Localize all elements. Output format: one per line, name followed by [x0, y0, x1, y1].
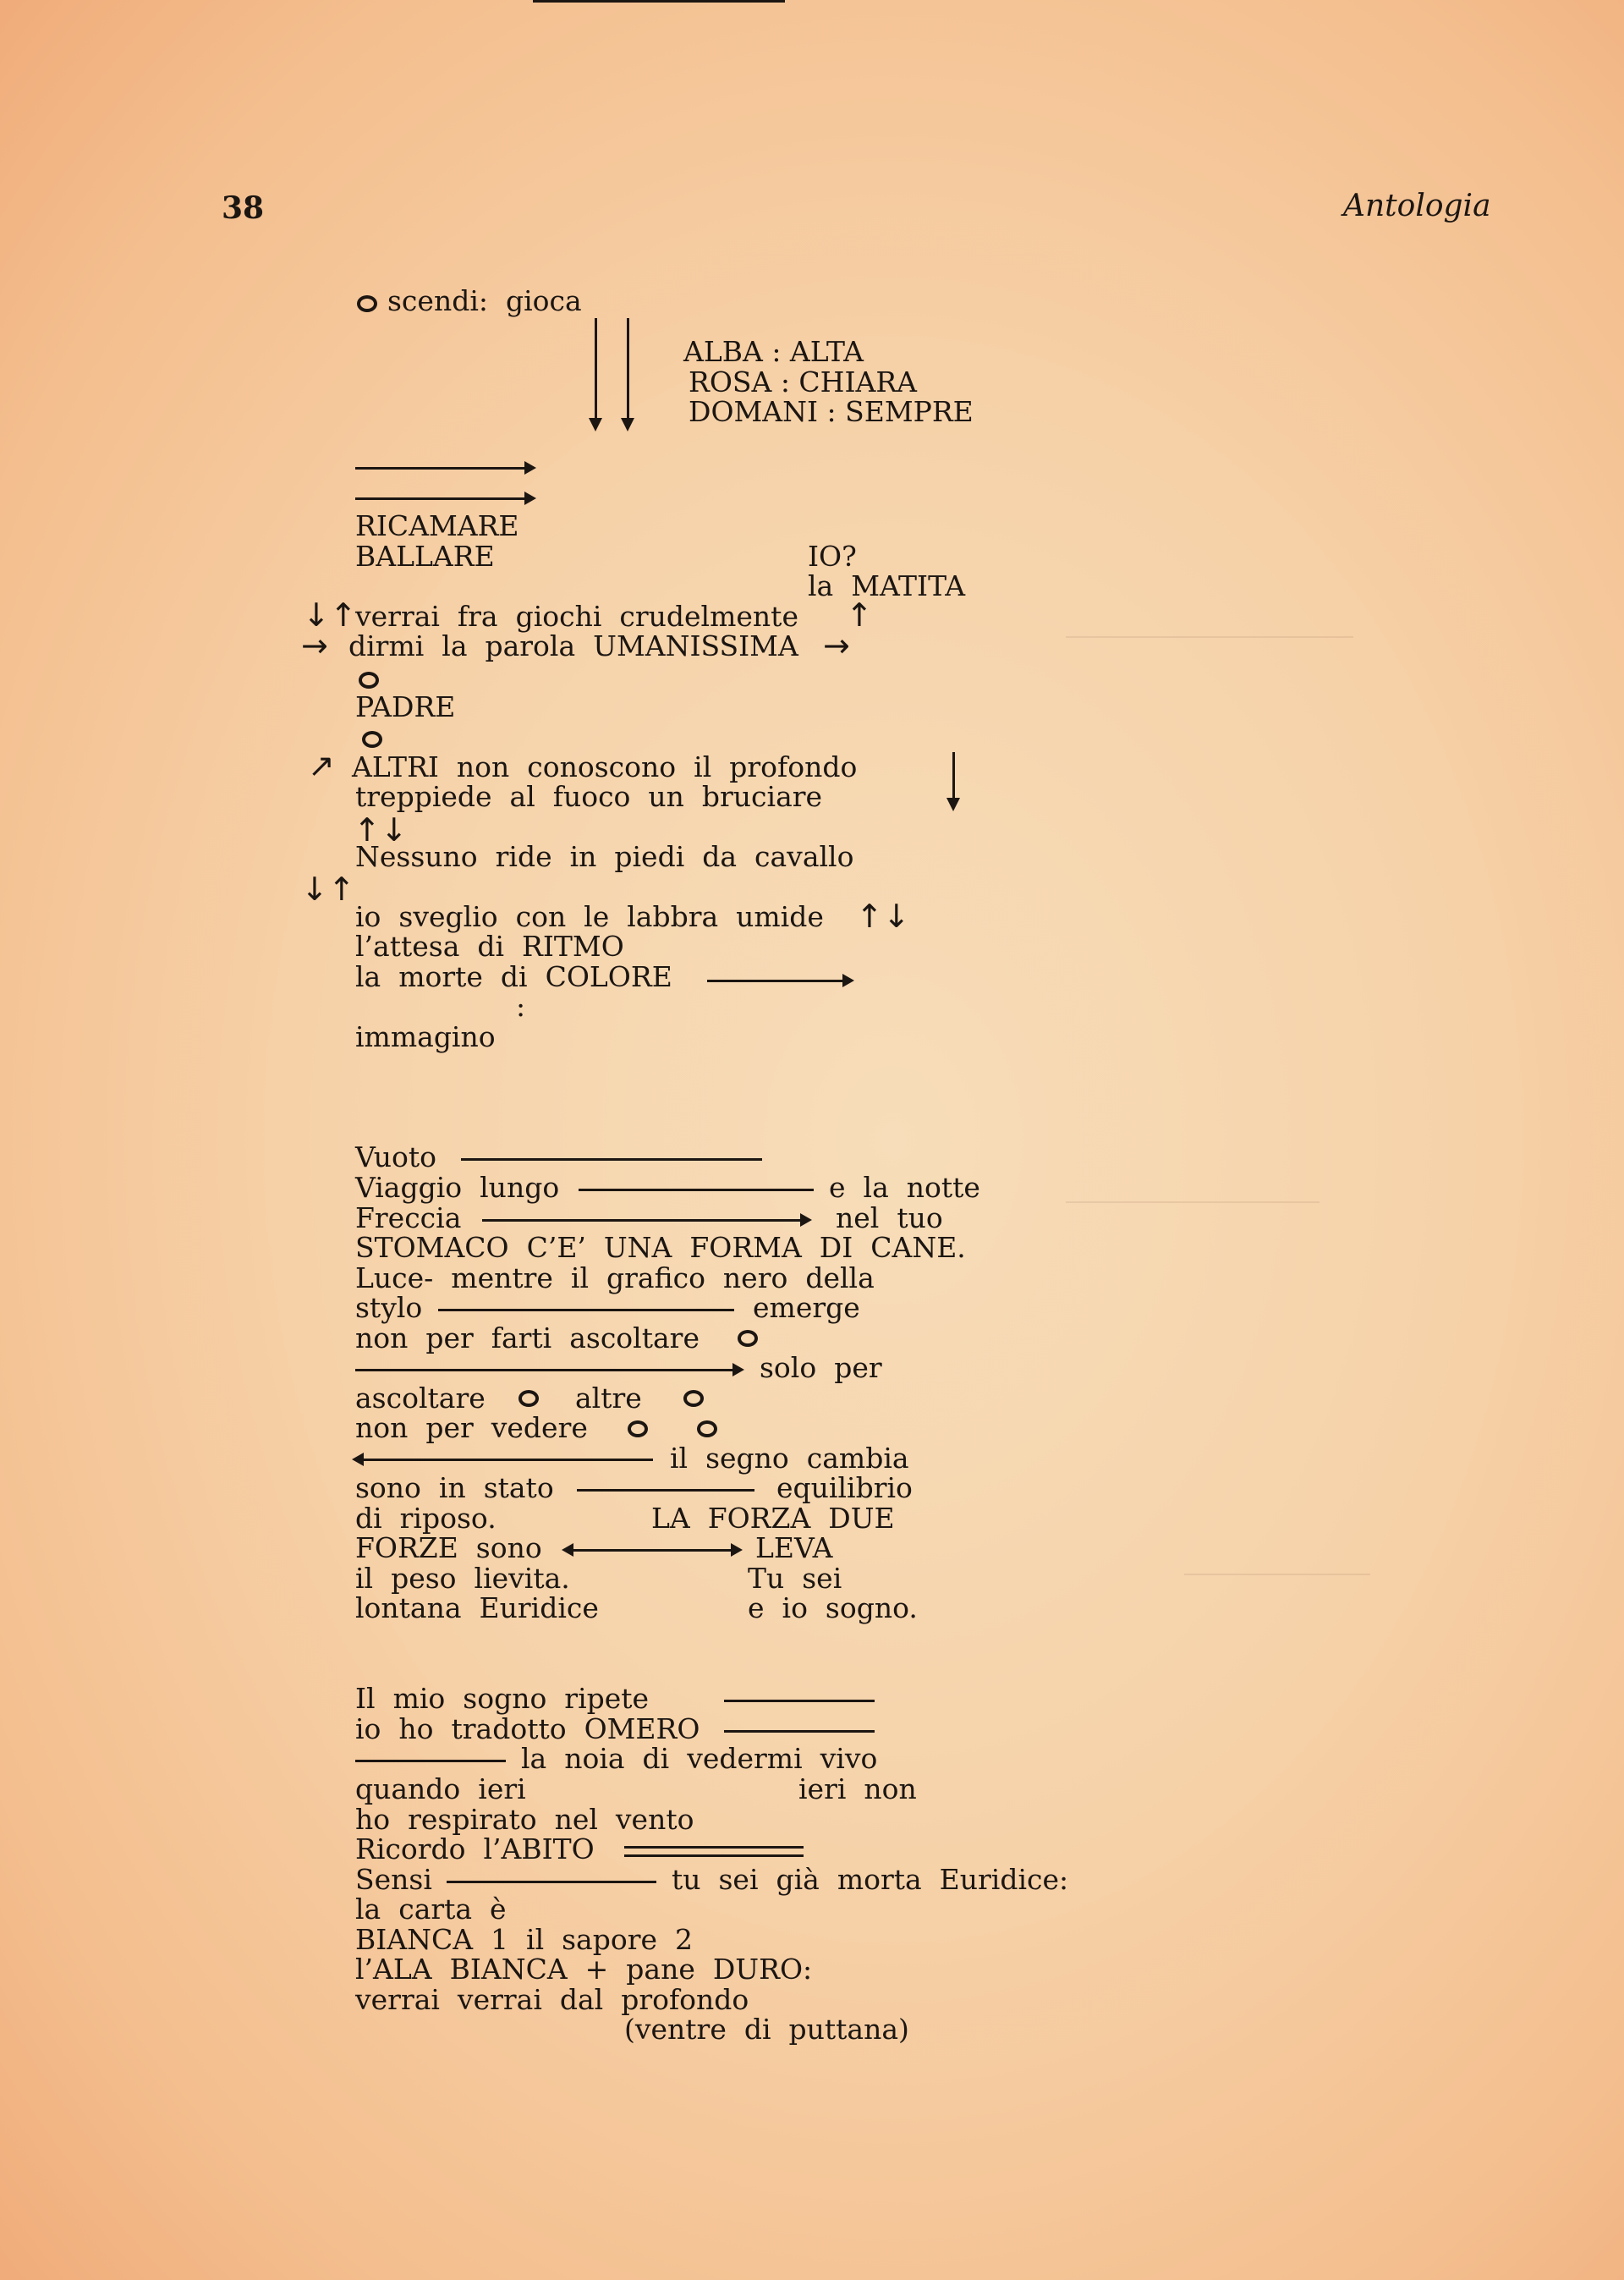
line-ventre: (ventre di puttana) [624, 2013, 909, 2046]
line-la-carta: la carta è [355, 1893, 507, 1926]
line-il-mio-sogno: Il mio sogno ripete [355, 1682, 650, 1715]
line-la-forza: LA FORZA DUE [651, 1502, 895, 1535]
circle-mark [359, 672, 379, 689]
line-ascoltare: ascoltare [355, 1382, 486, 1415]
line-leva: LEVA [755, 1531, 833, 1564]
line-e-la-notte: e la notte [829, 1171, 980, 1204]
circle-mark [683, 1390, 704, 1407]
circle-mark [628, 1420, 648, 1437]
line-verrai: verrai fra giochi crudelmente [355, 600, 798, 633]
circle-mark [738, 1330, 758, 1347]
line-padre: PADRE [355, 690, 456, 723]
line-verrai-verrai: verrai verrai dal profondo [355, 1983, 749, 2016]
rule-line [724, 1700, 875, 1702]
circle-mark [357, 295, 377, 312]
line-forze-sono: FORZE sono [355, 1531, 542, 1564]
rule-line [438, 1309, 734, 1311]
line-io-sveglio: io sveglio con le labbra umide [355, 900, 824, 933]
circle-mark [697, 1420, 717, 1437]
line-stylo: stylo [355, 1291, 423, 1324]
line-ieri-non: ieri non [798, 1772, 917, 1805]
up-arrow-icon: ↑ [846, 596, 873, 634]
line-viaggio: Viaggio lungo [355, 1171, 560, 1204]
double-rule-line [624, 1846, 804, 1849]
line-domani: DOMANI : SEMPRE [689, 395, 974, 428]
line-solo-per: solo per [760, 1351, 882, 1384]
double-rule-line [624, 1854, 804, 1857]
rule-line [577, 1489, 754, 1492]
line-non-per-vedere: non per vedere [355, 1411, 588, 1444]
line-ricamare: RICAMARE [355, 509, 519, 542]
line-matita: la MATITA [808, 569, 966, 602]
line-colon: : [516, 990, 526, 1023]
show-through-line [1066, 1201, 1320, 1203]
rule-line [533, 0, 785, 3]
line-attesa: l’attesa di RITMO [355, 930, 624, 963]
line-lontana: lontana Euridice [355, 1591, 599, 1624]
line-sensi: Sensi [355, 1863, 432, 1896]
line-emerge: emerge [753, 1291, 860, 1324]
downup-arrows-icon: ↑↓ [856, 898, 910, 935]
rule-line [461, 1158, 762, 1161]
down-arrow-mark [595, 318, 597, 428]
line-il-segno: il segno cambia [670, 1442, 909, 1475]
line-immagino: immagino [355, 1020, 496, 1053]
page-number: 38 [222, 190, 265, 226]
line-scendi: scendi: gioca [387, 284, 582, 317]
line-non-per-farti: non per farti ascoltare [355, 1321, 700, 1354]
line-di-riposo: di riposo. [355, 1502, 497, 1535]
line-dirmi: dirmi la parola UMANISSIMA [348, 629, 798, 662]
show-through-line [1184, 1574, 1370, 1575]
right-arrow-mark [707, 980, 851, 982]
line-ballare: BALLARE [355, 540, 495, 573]
right-arrow-mark [355, 497, 533, 500]
line-stomaco: STOMACO C’E’ UNA FORMA DI CANE. [355, 1231, 966, 1264]
line-tu-sei: Tu sei [748, 1562, 842, 1595]
line-la-noia: la noia di vedermi vivo [521, 1742, 878, 1775]
rule-line [724, 1730, 875, 1733]
line-tu-sei-gia: tu sei già morta Euridice: [672, 1863, 1069, 1896]
line-altri: ALTRI non conoscono il profondo [352, 750, 858, 783]
line-ala-bianca: l’ALA BIANCA + pane DURO: [355, 1953, 813, 1986]
circle-mark [362, 731, 382, 748]
show-through-line [1066, 636, 1353, 638]
right-arrow-mark [482, 1219, 809, 1222]
line-nessuno: Nessuno ride in piedi da cavallo [355, 840, 854, 873]
line-altre: altre [575, 1382, 642, 1415]
line-sono-in-stato: sono in stato [355, 1471, 554, 1504]
rule-line [355, 1760, 506, 1762]
downup-arrows-icon: ↑↓ [354, 811, 408, 849]
line-quando-ieri: quando ieri [355, 1772, 526, 1805]
line-nel-tuo: nel tuo [836, 1201, 943, 1234]
double-arrow-mark [565, 1549, 739, 1552]
left-arrow-mark [355, 1459, 653, 1461]
line-e-io-sogno: e io sogno. [748, 1591, 918, 1624]
diagonal-arrow-icon: ↗ [308, 747, 335, 784]
line-vuoto: Vuoto [355, 1140, 436, 1173]
circle-mark [518, 1390, 539, 1407]
line-ho-respirato: ho respirato nel vento [355, 1803, 694, 1836]
line-equilibrio: equilibrio [776, 1471, 913, 1504]
updown-arrows-icon: ↓↑ [303, 596, 357, 634]
right-arrow-icon: → [301, 627, 328, 664]
rule-line [579, 1189, 814, 1191]
line-ricordo: Ricordo l’ABITO [355, 1832, 595, 1865]
updown-arrows-icon: ↓↑ [301, 871, 355, 908]
line-rosa: ROSA : CHIARA [689, 365, 918, 398]
down-arrow-mark [952, 752, 955, 808]
line-bianca: BIANCA 1 il sapore 2 [355, 1923, 693, 1956]
line-freccia: Freccia [355, 1201, 462, 1234]
right-arrow-icon: → [823, 627, 850, 664]
line-il-peso: il peso lievita. [355, 1562, 570, 1595]
line-luce: Luce- mentre il grafico nero della [355, 1261, 875, 1294]
rule-line [447, 1881, 656, 1883]
down-arrow-mark [627, 318, 629, 428]
line-io: IO? [808, 540, 857, 573]
line-io-ho-tradotto: io ho tradotto OMERO [355, 1712, 700, 1745]
line-morte: la morte di COLORE [355, 960, 672, 993]
line-treppiede: treppiede al fuoco un bruciare [355, 780, 823, 813]
right-arrow-mark [355, 467, 533, 470]
running-title: Antologia [1343, 189, 1491, 223]
right-arrow-mark [355, 1369, 741, 1371]
line-alba: ALBA : ALTA [683, 335, 864, 368]
